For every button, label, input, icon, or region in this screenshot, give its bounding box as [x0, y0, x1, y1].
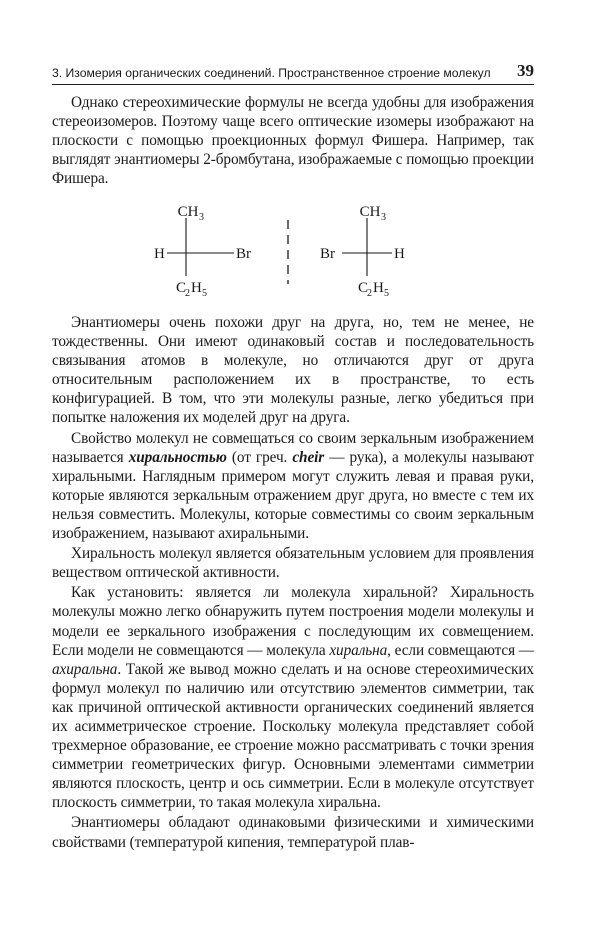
- top-group-subscript: 3: [381, 212, 386, 223]
- paragraph-optical-activity: Хиральность молекул является обязательным условием для проявления веществом оптической активности.: [52, 545, 534, 582]
- determine-text-3: . Такой же вывод можно сделать и на основе стереохимических формул молекул по наличию или отсутствию элементов симметрии, так как причиной оптической активности органических соединений является их асимметрическое строение. Поскольку молекула представляет собой трехмерное образование, ее строение можно рассматривать с точки зрения симметрии геометрических фигур. Основными элементами симметрии являются плоскость, центр и ось симметрии. Если в молекуле отсутствует плоскость симметрии, то такая молекула хиральна.: [52, 660, 534, 812]
- bottom-group-label-h: H: [191, 280, 202, 296]
- fischer-projection-svg: [150, 202, 470, 306]
- top-group-label: CH: [177, 204, 199, 220]
- determine-text-2: , если совмещаются —: [387, 641, 534, 659]
- paragraph-chirality-definition: [52, 429, 534, 544]
- text-block-top: [52, 93, 534, 188]
- fischer-projection-figure: [150, 202, 470, 306]
- text-block-bottom: [52, 313, 534, 852]
- bottom-group-subscript-1: 2: [185, 288, 190, 299]
- fischer-right-molecule: [320, 204, 405, 299]
- determine-text-1: Как установить: является ли молекула хиральной? Хиральность молекулы можно легко обнаружить путем построения модели молекулы и модели ее зеркального изображения с последующим их совмещением. Если модели не совмещаются — молекула: [52, 584, 534, 659]
- greek-word: cheir: [292, 448, 325, 466]
- chapter-title: 3. Изомерия органических соединений. Пространственное строение молекул: [52, 66, 491, 80]
- term-chirality: хиральностью: [128, 448, 227, 466]
- bottom-group-label-h: H: [373, 280, 384, 296]
- bottom-group-subscript-2: 5: [384, 288, 389, 299]
- fischer-left-molecule: [154, 204, 251, 299]
- bottom-group-subscript-2: 5: [202, 288, 207, 299]
- left-group-label: Br: [320, 246, 335, 262]
- top-group-label: CH: [359, 204, 381, 220]
- running-header: [52, 62, 534, 85]
- paragraph-how-to-determine: [52, 583, 534, 812]
- chirality-text-2: (от греч.: [226, 448, 293, 466]
- right-group-label: Br: [236, 246, 251, 262]
- paragraph-enantiomers-similar: Энантиомеры очень похожи друг на друга, но, тем не менее, не тождественны. Они имеют одинаковый состав и последовательность связывания атомов в молекуле, но отличаются друг от друга относительным расположением их в пространстве, то есть конфигурацией. В том, что эти молекулы разные, легко убедиться при попытке наложения их моделей друг на друга.: [52, 314, 534, 427]
- page-number: 39: [517, 61, 534, 80]
- bottom-group-label: C: [176, 280, 187, 296]
- bottom-group-subscript-1: 2: [367, 288, 372, 299]
- top-group-subscript: 3: [199, 212, 204, 223]
- paragraph-fischer-intro: Однако стереохимические формулы не всегда удобны для изображения стереоизомеров. Поэтому чаще всего оптические изомеры изображают на плоскости с помощью проекционных формул Фишера. Например, так выглядят энантиомеры 2-бромбутана, изображаемые с помощью проекции Фишера.: [52, 94, 534, 188]
- paragraph-enantiomer-properties: Энантиомеры обладают одинаковыми физическими и химическими свойствами (температурой кипения, температурой плав-: [52, 814, 534, 851]
- chirality-text-3: — рука), а молекулы называют хиральными. Наглядным примером могут служить левая и правая руки, которые являются зеркальным отражением друг друга, но вместе с тем их нельзя совместить. Молекулы, которые совместимы со своим зеркальным изображением, называют ахиральными.: [52, 448, 534, 543]
- term-achiral: ахиральна: [52, 660, 118, 678]
- right-group-label: H: [394, 246, 405, 262]
- bottom-group-label: C: [358, 280, 369, 296]
- chirality-text-1: Свойство молекул не совмещаться со своим зеркальным изображением называется: [52, 429, 534, 466]
- left-group-label: H: [154, 246, 165, 262]
- term-chiral: хиральна: [329, 641, 388, 659]
